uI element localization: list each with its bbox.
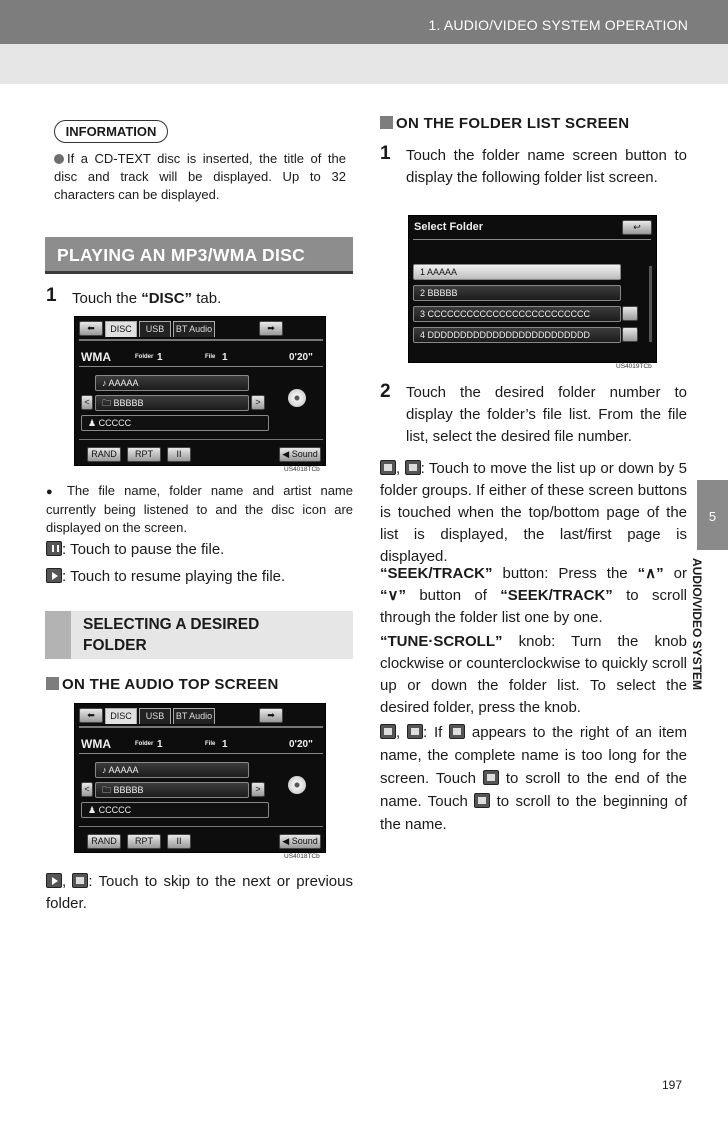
step-number: 1 xyxy=(380,143,391,164)
tab-divider xyxy=(79,726,323,728)
nav-left-button[interactable]: ⬅ xyxy=(79,708,103,723)
scroll-text-3: to scroll to the end of the name. Touch xyxy=(380,770,688,810)
folder-row[interactable]: 3 CCCCCCCCCCCCCCCCCCCCCCCCC xyxy=(413,306,621,322)
sub-section-bar xyxy=(45,611,71,659)
scroll-right-icon xyxy=(407,724,423,739)
audio-top-heading xyxy=(46,676,279,693)
play-description-text: : Touch to resume playing the file. xyxy=(62,568,286,585)
seek-description xyxy=(380,563,687,629)
sound-button[interactable]: ◀ Sound xyxy=(279,447,321,462)
rand-button[interactable]: RAND xyxy=(87,447,121,462)
page-down-icon xyxy=(405,460,421,475)
folder-row[interactable]: 1 AAAAA xyxy=(413,264,621,280)
information-text: If a CD-TEXT disc is inserted, the title of the disc and track will be displayed. Up to 32 characters can be displayed. xyxy=(54,151,346,202)
scroll-text-4: to scroll to the beginning of the name. xyxy=(380,793,688,833)
scroll-right-button[interactable] xyxy=(622,306,638,321)
track-title-row[interactable]: ♪ AAAAA xyxy=(95,375,249,391)
rpt-button[interactable]: RPT xyxy=(127,447,161,462)
file-label: File xyxy=(205,354,216,360)
information-badge: INFORMATION xyxy=(54,120,168,143)
disc-icon xyxy=(288,389,306,407)
sound-button[interactable]: ◀ Sound xyxy=(279,834,321,849)
scroll-description: , : If appears to the right of an item name, the complete name is too long for the screen. Touch to scroll to the end of the name. Touch to scroll to the beginning of the name. xyxy=(380,724,688,833)
seek-down-symbol: “∨” xyxy=(380,587,406,604)
screen-2-caption: US4018TCb xyxy=(284,853,320,860)
folder-row[interactable]: 2 BBBBB xyxy=(413,285,621,301)
file-number: 1 xyxy=(222,739,228,750)
artist-row: ♟ CCCCC xyxy=(81,415,269,431)
section-title: PLAYING AN MP3/WMA DISC xyxy=(45,237,353,274)
tune-text: knob: Turn the knob clockwise or counterclockwise to quickly scroll up or down the folder list. To select the desired folder, press the knob. xyxy=(380,633,687,716)
square-icon xyxy=(380,116,393,129)
seek-text-1: button: Press the xyxy=(492,565,638,582)
scroll-text-1: : If xyxy=(422,724,450,741)
step-number: 1 xyxy=(46,285,57,306)
play-description xyxy=(46,566,353,588)
next-folder-icon xyxy=(46,873,62,888)
play-time: 0'20" xyxy=(289,739,313,750)
audio-screen-1 xyxy=(74,316,326,466)
seek-text-2: or xyxy=(663,565,687,582)
prev-folder-button[interactable]: < xyxy=(81,782,93,797)
sub-section-header xyxy=(45,611,353,659)
bullet-icon xyxy=(54,154,64,164)
scroll-left-button[interactable] xyxy=(622,327,638,342)
tab-bt-audio[interactable]: BT Audio xyxy=(173,708,215,724)
skip-description-text: : Touch to skip to the next or previous folder. xyxy=(46,873,353,912)
seek-bold-1: “SEEK/TRACK” xyxy=(380,565,493,582)
pause-description-text: : Touch to pause the file. xyxy=(62,541,225,558)
step-r1-text: Touch the folder name screen button to display the following folder list screen. xyxy=(406,147,687,186)
disc-icon xyxy=(288,776,306,794)
list-scrollbar[interactable] xyxy=(649,266,652,342)
folder-number: 1 xyxy=(157,739,163,750)
tune-description xyxy=(380,631,687,719)
square-icon xyxy=(46,677,59,690)
seek-bold-2: “SEEK/TRACK” xyxy=(500,587,613,604)
step-1-text xyxy=(72,288,352,310)
tab-disc[interactable]: DISC xyxy=(105,321,137,337)
tab-usb[interactable]: USB xyxy=(139,321,171,337)
play-time: 0'20" xyxy=(289,352,313,363)
folder-row[interactable]: 4 DDDDDDDDDDDDDDDDDDDDDDDDD xyxy=(413,327,621,343)
audio-top-heading-text: ON THE AUDIO TOP SCREEN xyxy=(62,676,279,693)
tab-bt-audio[interactable]: BT Audio xyxy=(173,321,215,337)
play-icon xyxy=(46,568,62,583)
folder-name-row[interactable]: 🗀 BBBBB xyxy=(95,395,249,411)
nav-right-button[interactable]: ➡ xyxy=(259,321,283,336)
info-divider xyxy=(79,366,323,367)
title-divider xyxy=(413,239,651,240)
chapter-side-label xyxy=(690,556,728,716)
scroll-right-icon xyxy=(449,724,465,739)
updown-description: , : Touch to move the list up or down by 5 folder groups. If either of these screen buttons is touched when the top/bottom page of the list is displayed, the last/first page is displayed. xyxy=(380,460,687,565)
chapter-tab: 5 xyxy=(697,480,728,550)
updown-description-text: : Touch to move the list up or down by 5 folder groups. If either of these screen buttons is touched when the top/bottom page of the list is displayed, the last/first page is displayed. xyxy=(380,460,687,565)
tab-disc[interactable]: DISC xyxy=(105,708,137,724)
folder-label: Folder xyxy=(135,741,154,747)
file-number: 1 xyxy=(222,352,228,363)
scroll-right-icon xyxy=(483,770,499,785)
folder-list-title: Select Folder xyxy=(414,221,484,233)
sub-section-title: SELECTING A DESIRED FOLDER xyxy=(83,616,260,654)
seek-up-symbol: “∧” xyxy=(637,565,664,582)
next-folder-button[interactable]: > xyxy=(251,782,265,797)
pause-button[interactable]: II xyxy=(167,447,191,462)
format-label: WMA xyxy=(81,350,111,364)
screen-1-caption: US4018TCb xyxy=(284,466,320,473)
nav-right-button[interactable]: ➡ xyxy=(259,708,283,723)
folder-label: Folder xyxy=(135,354,154,360)
scroll-left-icon xyxy=(474,793,490,808)
audio-screen-2 xyxy=(74,703,326,853)
control-divider xyxy=(79,826,323,827)
header-band xyxy=(0,44,728,84)
scroll-left-icon xyxy=(380,724,396,739)
page-up-icon xyxy=(380,460,396,475)
prev-folder-button[interactable]: < xyxy=(81,395,93,410)
track-title-row[interactable]: ♪ AAAAA xyxy=(95,762,249,778)
step-number: 2 xyxy=(380,381,391,402)
rpt-button[interactable]: RPT xyxy=(127,834,161,849)
information-note xyxy=(54,150,346,204)
step-1-pre: Touch the xyxy=(72,290,142,307)
chapter-side-label-text: AUDIO/VIDEO SYSTEM xyxy=(690,558,704,691)
tab-divider xyxy=(79,339,323,341)
step-1-post: tab. xyxy=(192,290,222,307)
tab-usb[interactable]: USB xyxy=(139,708,171,724)
pause-description xyxy=(46,539,353,561)
info-divider xyxy=(79,753,323,754)
nav-left-button[interactable]: ⬅ xyxy=(79,321,103,336)
page-number: 197 xyxy=(662,1078,683,1092)
folder-list-heading-text: ON THE FOLDER LIST SCREEN xyxy=(396,115,630,132)
folder-list-screen xyxy=(408,215,657,363)
folder-number: 1 xyxy=(157,352,163,363)
bullet-note-text: The file name, folder name and artist name currently being listened to and the disc icon are displayed on the screen. xyxy=(46,483,353,535)
pause-icon xyxy=(46,541,62,556)
prev-folder-icon xyxy=(72,873,88,888)
folder-screen-caption: US4019TCb xyxy=(616,363,652,370)
seek-text-3: button of xyxy=(405,587,501,604)
back-button[interactable]: ↩ xyxy=(622,220,652,235)
pause-button[interactable]: II xyxy=(167,834,191,849)
rand-button[interactable]: RAND xyxy=(87,834,121,849)
artist-row: ♟ CCCCC xyxy=(81,802,269,818)
tune-bold: “TUNE·SCROLL” xyxy=(380,633,503,650)
skip-description: , : Touch to skip to the next or previous folder. xyxy=(46,873,353,912)
bullet-note xyxy=(46,482,353,537)
next-folder-button[interactable]: > xyxy=(251,395,265,410)
step-r2-text: Touch the desired folder number to display the folder’s file list. From the file list, select the desired file number. xyxy=(406,384,687,445)
bullet-icon: ● xyxy=(46,486,59,498)
folder-name-row[interactable]: 🗀 BBBBB xyxy=(95,782,249,798)
file-label: File xyxy=(205,741,216,747)
control-divider xyxy=(79,439,323,440)
format-label: WMA xyxy=(81,737,111,751)
step-1-bold: “DISC” xyxy=(141,290,193,307)
folder-list-heading xyxy=(380,115,629,132)
seek-text-4: to scroll through the folder list one by one. xyxy=(380,587,687,626)
scroll-text-2: appears to the right of an item name, the complete name is too long for the screen. Touch xyxy=(380,724,687,787)
header-section-title: 1. AUDIO/VIDEO SYSTEM OPERATION xyxy=(428,17,688,33)
